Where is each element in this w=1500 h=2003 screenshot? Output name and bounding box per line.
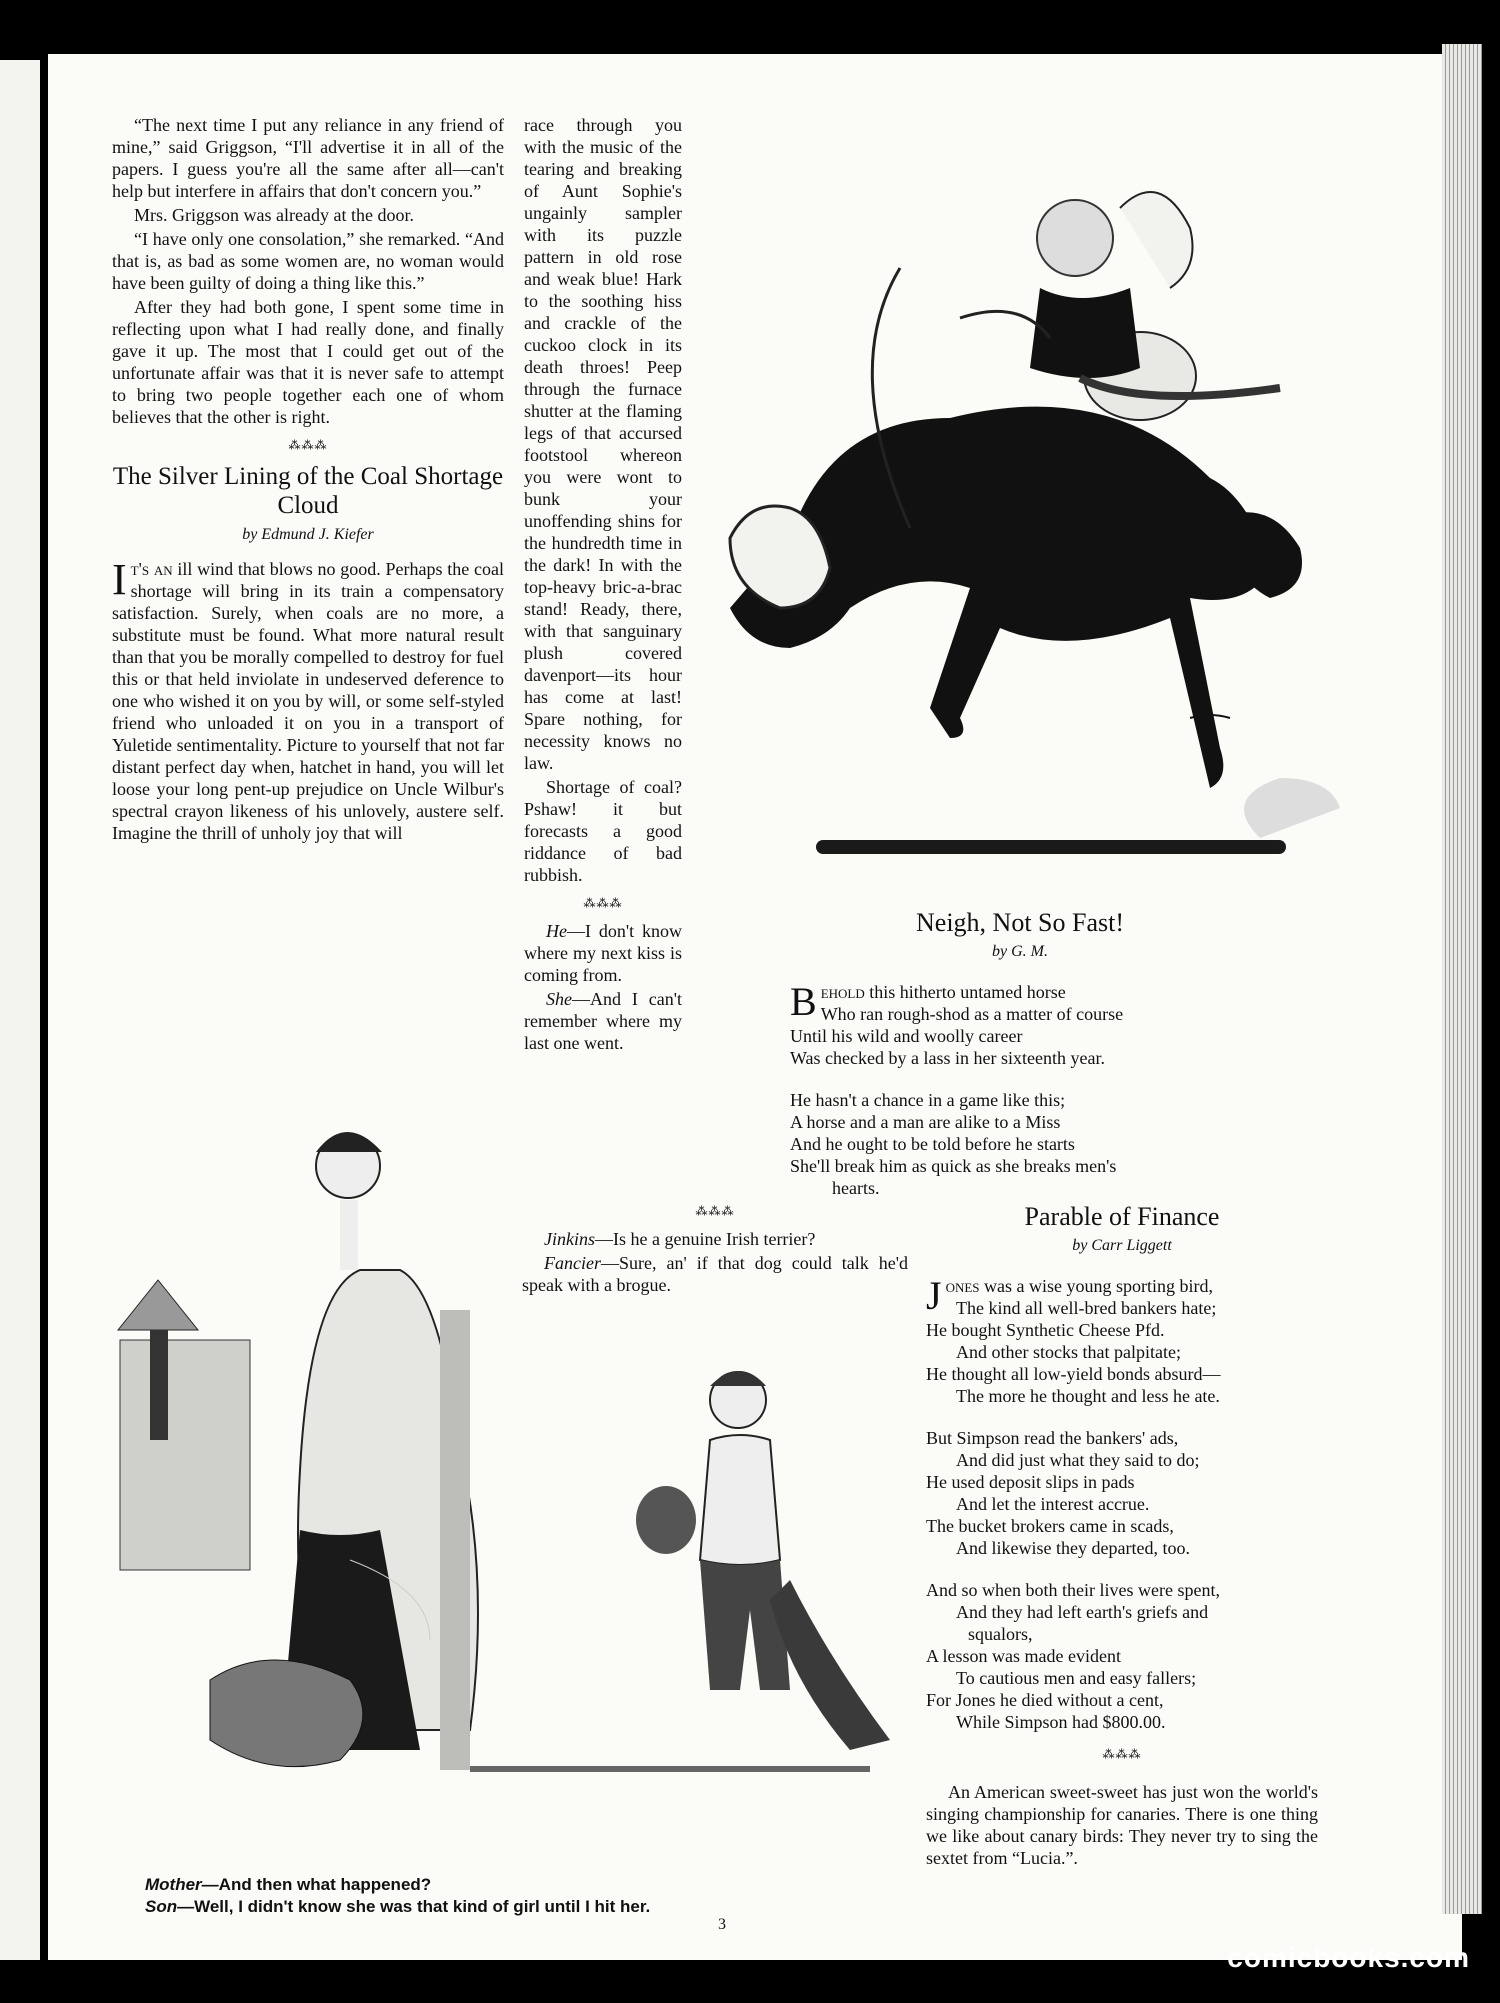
poem-line: And let the interest accrue.	[956, 1494, 1150, 1514]
poem-line: Was checked by a lass in her sixteenth year.	[790, 1048, 1105, 1068]
poem-line: To cautious men and easy fallers;	[956, 1668, 1197, 1688]
poem-line: And did just what they said to do;	[956, 1450, 1200, 1470]
poem-byline: by G. M.	[992, 943, 1048, 960]
canary-paragraph: An American sweet-sweet has just won the world's singing championship for canaries. There is one thing we like about canary birds: They never try to sing the sextet from “Lucia.”.	[926, 1782, 1318, 1868]
poem-line: He used deposit slips in pads	[926, 1472, 1135, 1492]
column-middle	[524, 114, 682, 1056]
paragraph: Mrs. Griggson was already at the door.	[134, 205, 414, 225]
poem-line: The kind all well-bred bankers hate;	[956, 1298, 1217, 1318]
joke-line: —I don't know where my next kiss is coming from.	[524, 921, 682, 985]
page-stack-edge	[1442, 44, 1482, 1914]
caption-line	[145, 1874, 650, 1896]
poem-line: Who ran rough-shod as a matter of course	[820, 1004, 1124, 1024]
caption-line	[145, 1896, 650, 1918]
poem-line: He hasn't a chance in a game like this;	[790, 1090, 1066, 1110]
poem-line: While Simpson had $800.00.	[956, 1712, 1166, 1732]
poem-line: She'll break him as quick as she breaks men's	[790, 1156, 1117, 1176]
paragraph: “I have only one consolation,” she remarked. “And that is, as bad as some women are, no woman would have been guilty of doing a thing like this.”	[112, 229, 504, 293]
page-number: 3	[718, 1916, 726, 1933]
paragraph: After they had both gone, I spent some time in reflecting upon what I had really done, and finally gave it up. The most that I could get out of the unfortunate affair was that it is never safe to attempt to bring two people together each one of whom believes that the other is right.	[112, 297, 504, 427]
speaker: She	[546, 989, 572, 1009]
drop-cap: J	[926, 1273, 942, 1318]
poem-line: And so when both their lives were spent,	[926, 1580, 1220, 1600]
ornament: ⁂⁂⁂	[1102, 1747, 1142, 1761]
poem-byline: by Carr Liggett	[1072, 1237, 1172, 1254]
column-left	[112, 114, 504, 846]
article-body	[112, 555, 504, 844]
paragraph: race through you with the music of the tearing and breaking of Aunt Sophie's ungainly sampler with its puzzle pattern in old rose and weak blue! Hark to the soothing hiss and crackle of the cuckoo clock in its death throes! Peep through the furnace shutter at the flaming legs of that accursed footstool whereon you were wont to bunk your unoffending shins for the hundredth time in the dark! In with the top-heavy bric-a-brac stand! Ready, there, with that sanguinary plush covered davenport—its hour has come at last! Spare nothing, for necessity knows no law.	[524, 115, 682, 773]
poem-line: squalors,	[968, 1624, 1033, 1644]
lead-in: t's an	[130, 559, 173, 579]
ornament: ⁂⁂⁂	[288, 438, 328, 452]
speaker: Son	[145, 1897, 178, 1916]
lead-in: ehold	[820, 982, 865, 1002]
poem-title: Neigh, Not So Fast!	[916, 908, 1124, 937]
drop-cap: I	[112, 555, 127, 604]
poem-line: A lesson was made evident	[926, 1646, 1121, 1666]
joke-text: —Is he a genuine Irish terrier?	[595, 1229, 816, 1249]
ornament: ⁂⁂⁂	[583, 896, 623, 910]
poem-line: And he ought to be told before he starts	[790, 1134, 1075, 1154]
ornament: ⁂⁂⁂	[695, 1204, 735, 1218]
drop-cap: B	[790, 979, 817, 1024]
speaker: Mother	[145, 1875, 202, 1894]
joke-line: —And I can't remember where my last one went.	[524, 989, 682, 1053]
caption-text: —Well, I didn't know she was that kind of girl until I hit her.	[177, 1897, 651, 1916]
watermark: comicbooks.com	[1227, 1942, 1470, 1973]
poem-line: But Simpson read the bankers' ads,	[926, 1428, 1179, 1448]
poem-title: Parable of Finance	[1024, 1202, 1220, 1231]
paragraph: Shortage of coal? Pshaw! it but forecasts a good riddance of bad rubbish.	[524, 777, 682, 885]
mother-son-illustration	[110, 1080, 890, 1870]
paragraph: “The next time I put any reliance in any friend of mine,” said Griggson, “I'll advertise it in all of the papers. I guess you're all the same after all—can't help but interfere in affairs that don't concern you.”	[112, 115, 504, 201]
line-text: was a wise young sporting bird,	[979, 1276, 1214, 1296]
poem-line: And other stocks that palpitate;	[956, 1342, 1181, 1362]
illustration-caption	[145, 1874, 650, 1918]
poem-line: Until his wild and woolly career	[790, 1026, 1023, 1046]
joke-reply	[524, 988, 682, 1054]
joke	[524, 920, 682, 986]
poem-line: He thought all low-yield bonds absurd—	[926, 1364, 1221, 1384]
speaker: Fancier	[544, 1253, 601, 1273]
poem-line: The more he thought and less he ate.	[956, 1386, 1220, 1406]
parable-poem	[926, 1196, 1318, 1869]
poem-line: And they had left earth's griefs and	[956, 1602, 1209, 1622]
poem-line: hearts.	[832, 1178, 880, 1198]
article-byline: by Edmund J. Kiefer	[242, 526, 374, 543]
poem-line: For Jones he died without a cent,	[926, 1690, 1164, 1710]
speaker: Jinkins	[544, 1229, 595, 1249]
facing-page-edge	[0, 60, 40, 1960]
lead-in: ones	[945, 1276, 980, 1296]
article-title: The Silver Lining of the Coal Shortage Cloud	[112, 463, 504, 519]
line-text: this hitherto untamed horse	[864, 982, 1066, 1002]
poem-line: The bucket brokers came in scads,	[926, 1516, 1174, 1536]
speaker: He	[546, 921, 567, 941]
poem-line: And likewise they departed, too.	[956, 1538, 1190, 1558]
joke-text: —Sure, an' if that dog could talk he'd speak with a brogue.	[522, 1253, 908, 1295]
poem-line: He bought Synthetic Cheese Pfd.	[926, 1320, 1165, 1340]
article-text: ill wind that blows no good. Perhaps the coal shortage will bring in its train a compensatory satisfaction. Surely, when coals are no more, a substitute must be found. What more natural result than that you be morally compelled to destroy for fuel this or that held inviolate in undeserved deference to one who wished it on you by will, or some self-styled friend who unloaded it on you in a transport of Yuletide sentimentality. Picture to yourself that not far distant perfect day when, hatchet in hand, you will let loose your long pent-up prejudice on Uncle Wilbur's spectral crayon likeness of his unlovely, austere self. Imagine the thrill of unholy joy that will	[112, 559, 504, 843]
caption-text: —And then what happened?	[201, 1875, 432, 1894]
bucking-horse-illustration	[700, 118, 1340, 878]
poem-line: A horse and a man are alike to a Miss	[790, 1112, 1061, 1132]
